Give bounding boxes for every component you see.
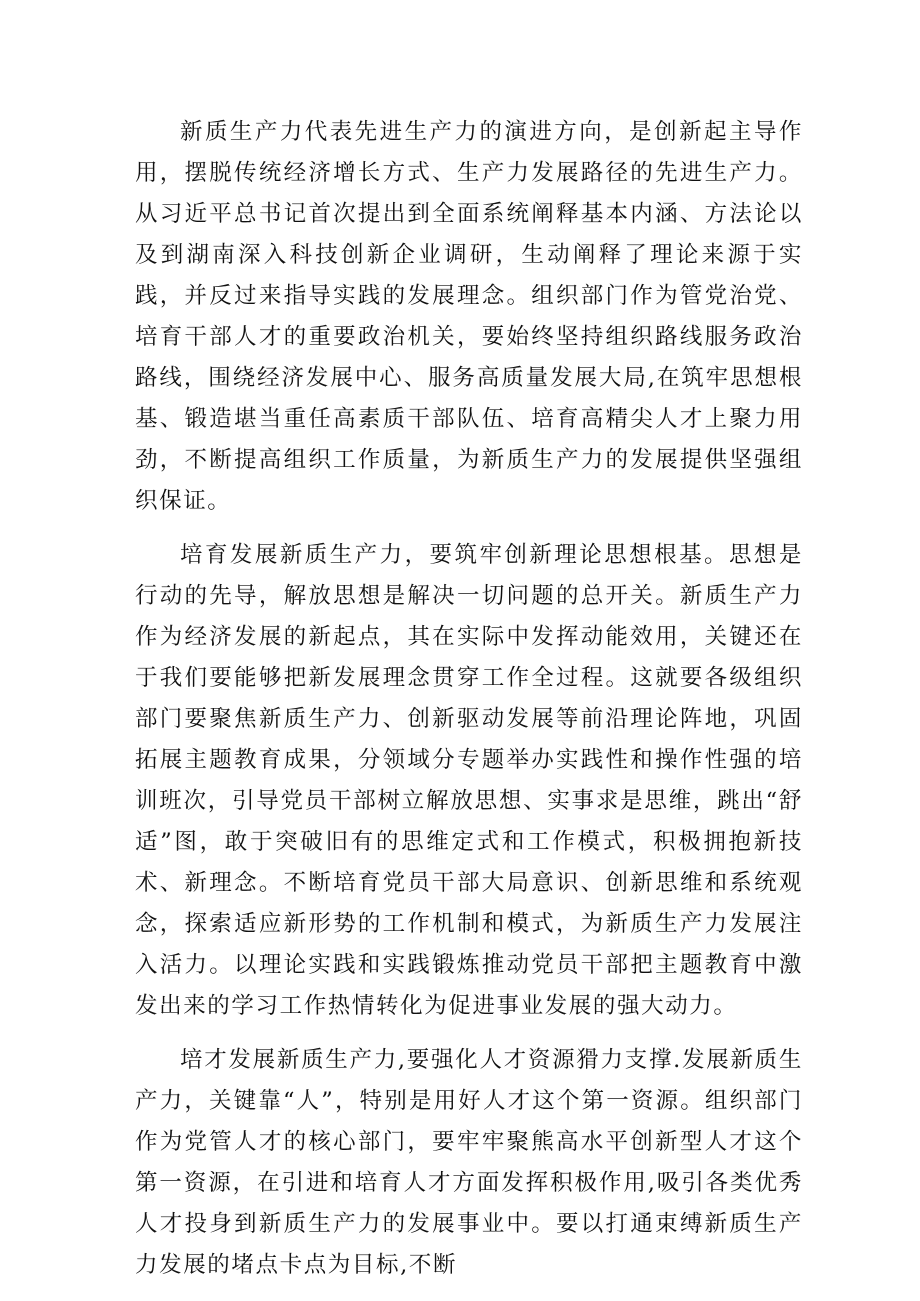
paragraph-1: 新质生产力代表先进生产力的演进方向，是创新起主导作用，摆脱传统经济增长方式、生产力发展路径的先进生产力。从习近平总书记首次提出到全面系统阐释基本内涵、方法论以及到湖南深入科技创新企业调研，生动阐释了理论来源于实践，并反过来指导实践的发展理念。组织部门作为管党治党、培育干部人才的重要政治机关，要始终坚持组织路线服务政治路线，围绕经济发展中心、服务高质量发展大局,在筑牢思想根基、锻造堪当重任高素质干部队伍、培育高精尖人才上聚力用劲，不断提高组织工作质量，为新质生产力的发展提供坚强组织保证。 <box>135 119 803 514</box>
document-body <box>135 112 803 1299</box>
paragraph-3: 培才发展新质生产力,要强化人才资源猾力支撑.发展新质生产力，关键靠“人”，特别是用好人才这个第一资源。组织部门作为党管人才的核心部门，要牢牢聚熊高水平创新型人才这个第一资源，在引进和培育人才方面发挥积极作用,吸引各类优秀人才投身到新质生产力的发展事业中。要以打通束缚新质生产力发展的堵点卡点为目标,不断 <box>135 1047 803 1278</box>
paragraph-2: 培育发展新质生产力，要筑牢创新理论思想根基。思想是行动的先导，解放思想是解决一切问题的总开关。新质生产力作为经济发展的新起点，其在实际中发挥动能效用，关键还在于我们要能够把新发展理念贯穿工作全过程。这就要各级组织部门要聚焦新质生产力、创新驱动发展等前沿理论阵地，巩固拓展主题教育成果，分领域分专题举办实践性和操作性强的培训班次，引导党员干部树立解放思想、实事求是思维，跳出“舒适”图，敢于突破旧有的思维定式和工作模式，积极拥抱新技术、新理念。不断培育党员干部大局意识、创新思维和系统观念，探索适应新形势的工作机制和模式，为新质生产力发展注入活力。以理论实践和实践锻炼推动党员干部把主题教育中激发出来的学习工作热情转化为促进事业发展的强大动力。 <box>135 542 803 1019</box>
